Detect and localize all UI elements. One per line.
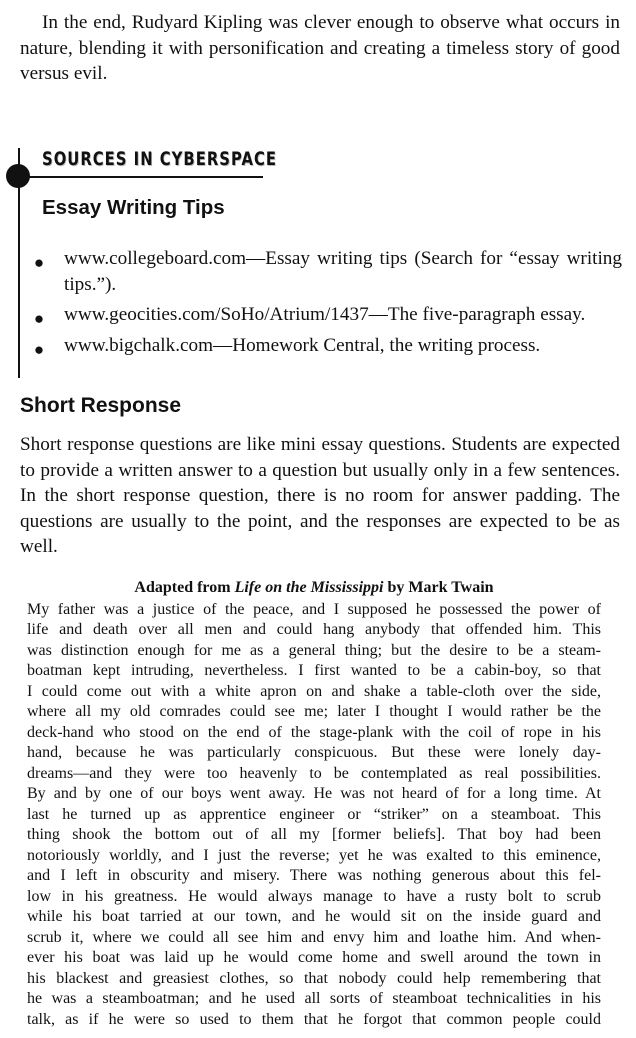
excerpt-line: last he turned up as apprentice engineer or “striker” on a steamboat. This [27,805,601,823]
source-list-item [32,333,622,359]
excerpt-line: hand, because he was particularly conspicuous. But these were lonely day- [27,744,601,761]
excerpt-title-suffix: by Mark Twain [383,579,494,596]
excerpt-line: deck-hand who stood on the end of the stage-plank with the coil of rope in his [27,723,601,741]
excerpt-title-work: Life on the Mississippi [234,579,384,596]
bullet-icon: ● [33,309,45,328]
sources-sidebar [0,148,636,380]
sidebar-heading-underline [18,176,263,178]
source-list-item [32,246,622,297]
excerpt-line: life and death over all men and could hang anybody that offended him. This [27,621,601,638]
bullet-icon: ● [33,339,45,359]
source-text: www.bigchalk.com—Homework Central, the writing process. [64,334,541,356]
excerpt-line: his blackest and greasiest clothes, so that nobody could help remembering that [27,969,601,987]
source-list [32,246,622,363]
intro-paragraph: In the end, Rudyard Kipling was clever enough to observe what occurs in nature, blending it with personification and creating a timeless story of good versus evil. [20,12,620,84]
excerpt-line: My father was a justice of the peace, and I supposed he possessed the power of [27,600,601,618]
sidebar-subheading: Essay Writing Tips [42,196,225,219]
excerpt-line: ever his boat was laid up he would come home and swell around the town in [27,949,601,966]
excerpt-line: scrub it, where we could all see him and envy him and loathe him. And when- [27,928,601,946]
excerpt-line: was distinction enough for me as a general thing; but the desire to be a steam- [27,641,601,659]
source-list-item [32,302,622,328]
excerpt-line: dreams—and they were too heavenly to be contemplated as real possibilities. [27,764,601,782]
sidebar-heading: SOURCES IN CYBERSPACE [42,148,278,170]
excerpt-line: talk, as if he were so used to them that he forgot that common people could [27,1010,601,1028]
section-title: Short Response [20,394,182,417]
excerpt-line: notoriously worldly, and I just the reverse; yet he was exalted to this eminence, [27,846,601,864]
excerpt-line: and I left in obscurity and misery. There was nothing generous about this fel- [27,867,601,884]
excerpt-passage [27,578,601,1030]
bullet-dot-icon [6,164,30,188]
excerpt-line: where all my old comrades could see me; later I thought I would rather be the [27,703,601,720]
section-body: Short response questions are like mini essay questions. Students are expected to provide a written answer to a question but usually only in a few sentences. In the short response question, there is no room for answer padding. The questions are usually to the point, and the responses are expected to be as well. [20,434,620,557]
excerpt-line: thing shook the bottom out of all my [former beliefs]. That boy had been [27,826,601,843]
excerpt-title-prefix: Adapted from [134,579,235,596]
excerpt-line: I could come out with a white apron on and shake a table-cloth over the side, [27,682,601,700]
excerpt-line: low in his greatness. He would always manage to have a rusty bolt to scrub [27,887,601,905]
source-text: www.geocities.com/SoHo/Atrium/1437—The five-paragraph essay. [64,304,586,325]
excerpt-title [27,578,601,599]
excerpt-line: boatman kept intruding, nevertheless. I first wanted to be a cabin-boy, so that [27,662,601,679]
bullet-icon: ● [33,253,45,272]
excerpt-line: By and by one of our boys went away. He was not heard of for a long time. At [27,785,601,802]
excerpt-line: while his boat tarried at our town, and he would sit on the inside guard and [27,908,601,925]
source-text: www.collegeboard.com—Essay writing tips (Search for “essay writing tips.”). [64,248,622,295]
excerpt-line: he was a steamboatman; and he used all sorts of steamboat technicalities in his [27,990,601,1007]
